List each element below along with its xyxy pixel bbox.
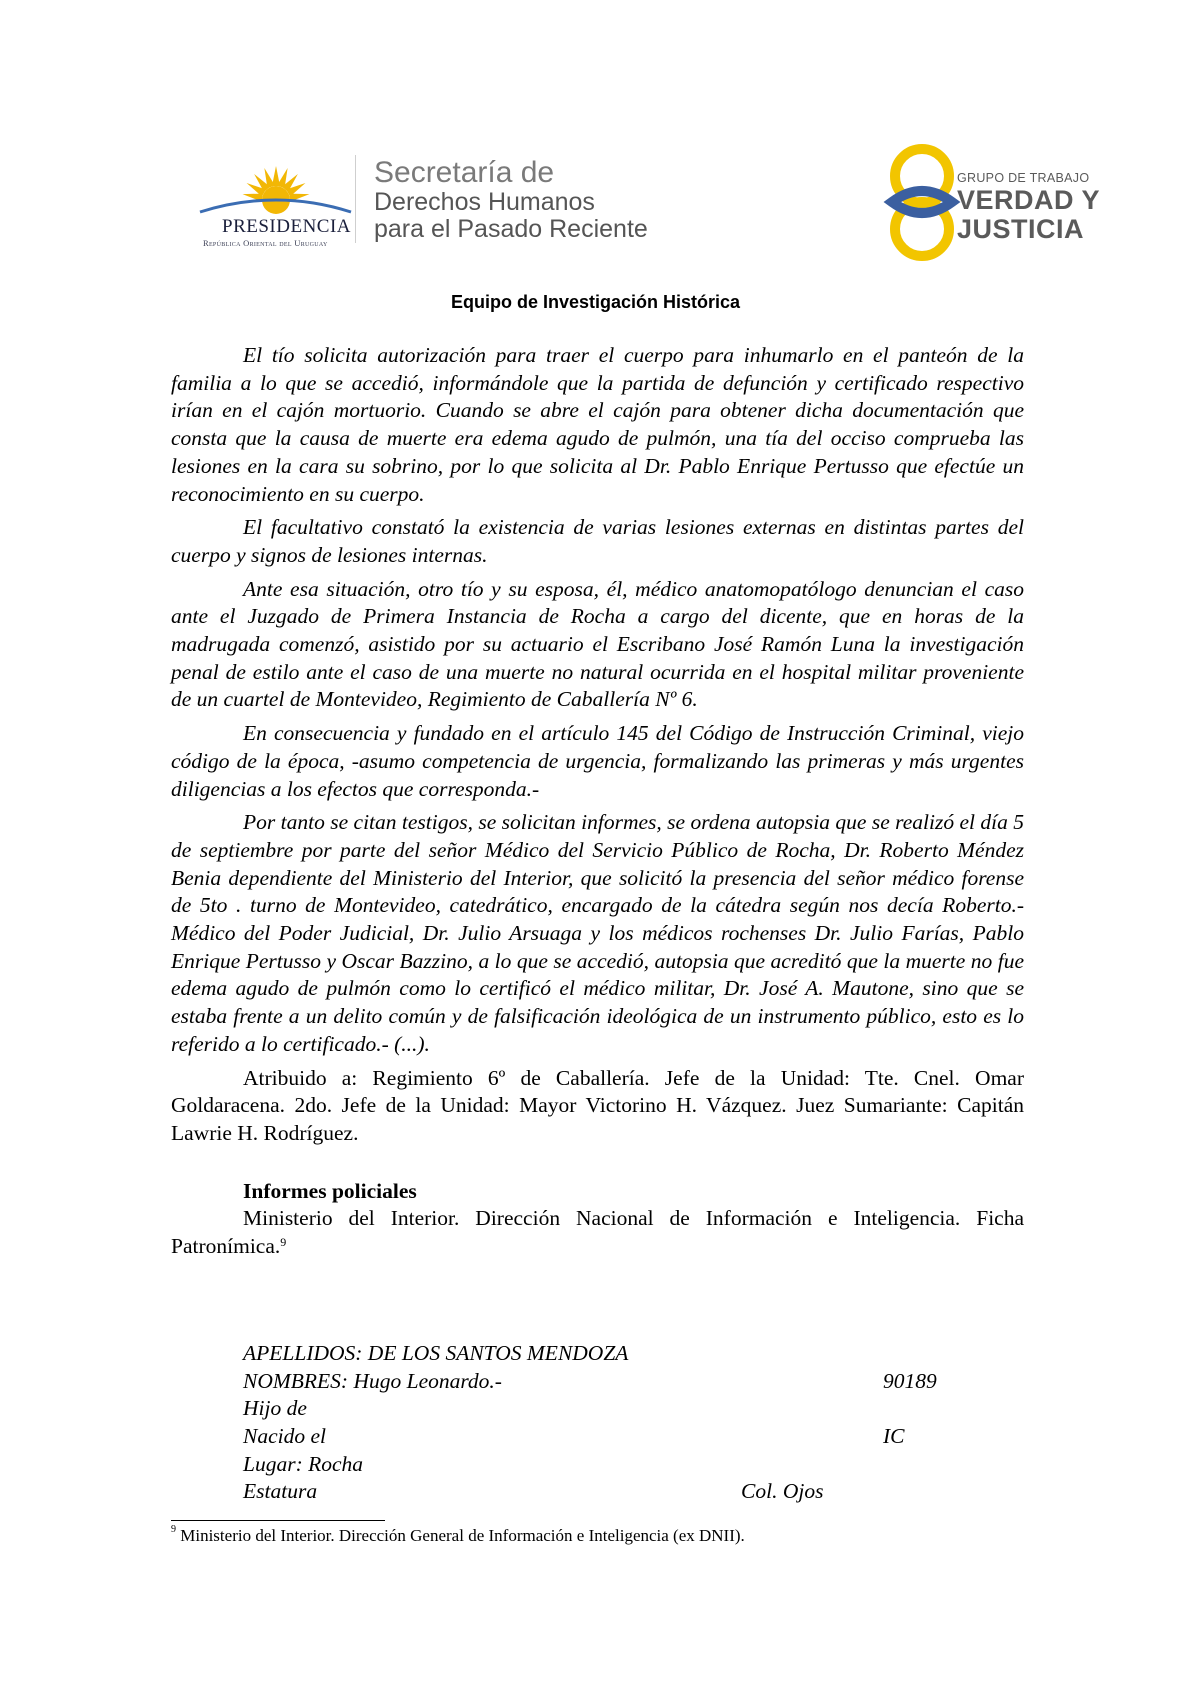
page-header bbox=[0, 0, 1191, 280]
ficha-ojos: Col. Ojos bbox=[741, 1479, 824, 1504]
ficha-number: 90189 bbox=[883, 1368, 937, 1393]
verdad-justicia-rings-logo bbox=[880, 140, 965, 265]
informes-heading: Informes policiales bbox=[243, 1178, 417, 1203]
ficha-estatura: Estatura bbox=[243, 1479, 318, 1504]
paragraph-3: Ante esa situación, otro tío y su esposa, él, médico anatomopatólogo denuncian el caso ante el Juzgado de Primera Instancia de Rocha a cargo del dicente, que en horas de la madrugada comenzó, asistido por su actuario el Escribano José Ramón Luna la investigación penal de estilo ante el caso de una muerte no natural ocurrida en el hospital militar proveniente de un cuartel de Montevideo, Regimiento de Caballería Nº 6. bbox=[171, 576, 1024, 712]
department-title: Equipo de Investigación Histórica bbox=[450, 292, 741, 312]
paragraph-1: El tío solicita autorización para traer el cuerpo para inhumarlo en el panteón de la familia a lo que se accedió, informándole que la partida de defunción y certificado respectivo irían en el cajón mortuorio. Cuando se abre el cajón para obtener dicha documentación que consta que la causa de muerte era edema agudo de pulmón, una tía del occiso comprueba las lesiones en la cara su sobrino, por lo que solicita al Dr. Pablo Enrique Pertusso que efectúe un reconocimiento en su cuerpo. bbox=[171, 343, 1024, 506]
footnote-ref: 9 bbox=[280, 1235, 287, 1250]
ficha-nacido: Nacido el bbox=[243, 1424, 326, 1449]
document-body bbox=[171, 342, 1024, 1261]
paragraph-5: Por tanto se citan testigos, se solicitan informes, se ordena autopsia que se realizó el día 5 de septiembre por parte del señor Médico del Servicio Público de Rocha, Dr. Roberto Méndez Benia dependiente del Ministerio del Interior, que solicitó la presencia del señor médico forense de 5to . turno de Montevideo, catedrático, encargado de la cátedra según nos decía Roberto.-Médico del Poder Judicial, Dr. Julio Arsuaga y los médicos rochenses Dr. Julio Farías, Pablo Enrique Pertusso y Oscar Bazzino, a lo que se accedió, autopsia que acreditó que la muerte no fue edema agudo de pulmón como lo certificó el médico militar, Dr. José A. Mautone, sino que se estaba frente a un delito común y de falsificación ideológica de un instrumento público, esto es lo referido a lo certificado.- (...). bbox=[171, 810, 1024, 1056]
informes-text-body: Ministerio del Interior. Dirección Nacional de Información e Inteligencia. Ficha Patronímica. bbox=[171, 1206, 1024, 1259]
secretaria-line-2: Derechos Humanos bbox=[374, 188, 595, 216]
header-divider bbox=[355, 155, 356, 243]
ficha-row bbox=[243, 1340, 1023, 1368]
ficha-row bbox=[243, 1423, 1023, 1451]
verdad-justicia-text bbox=[957, 172, 1100, 243]
vj-title-line-1: VERDAD Y bbox=[957, 184, 1101, 215]
secretaria-logo-text bbox=[374, 158, 648, 242]
informes-text bbox=[171, 1205, 1024, 1260]
ficha-row bbox=[243, 1368, 1023, 1396]
paragraph-2: El facultativo constató la existencia de varias lesiones externas en distintas partes del cuerpo y signos de lesiones internas. bbox=[171, 515, 1024, 567]
ficha-nombres: NOMBRES: Hugo Leonardo.- bbox=[243, 1368, 502, 1393]
presidencia-word: PRESIDENCIA bbox=[222, 216, 352, 237]
presidencia-subtitle: República Oriental del Uruguay bbox=[203, 238, 328, 248]
ficha-hijo: Hijo de bbox=[243, 1396, 307, 1421]
attribution-paragraph: Atribuido a: Regimiento 6º de Caballería. Jefe de la Unidad: Tte. Cnel. Omar Goldaracena. 2do. Jefe de la Unidad: Mayor Victorino H. Vázquez. Juez Sumariante: Capitán Lawrie H. Rodríguez. bbox=[171, 1065, 1024, 1145]
ficha-row bbox=[243, 1451, 1023, 1479]
ficha-lugar: Lugar: Rocha bbox=[243, 1451, 364, 1476]
footnote-text: Ministerio del Interior. Dirección General de Información e Inteligencia (ex DNII). bbox=[180, 1526, 745, 1545]
footnote bbox=[171, 1526, 745, 1546]
ficha-row bbox=[243, 1478, 1023, 1506]
ficha-patronimica bbox=[243, 1340, 1023, 1506]
secretaria-line-1: Secretaría de bbox=[374, 156, 555, 189]
footnote-rule bbox=[171, 1520, 385, 1521]
vj-group-label: GRUPO DE TRABAJO bbox=[957, 171, 1090, 185]
ficha-row bbox=[243, 1395, 1023, 1423]
secretaria-line-3: para el Pasado Reciente bbox=[374, 215, 648, 243]
paragraph-4: En consecuencia y fundado en el artículo 145 del Código de Instrucción Criminal, viejo código de la época, -asumo competencia de urgencia, formalizando las primeras y más urgentes diligencias a los efectos que corresponda.- bbox=[171, 721, 1024, 801]
footnote-number: 9 bbox=[171, 1524, 176, 1535]
ficha-apellidos: APELLIDOS: DE LOS SANTOS MENDOZA bbox=[243, 1341, 629, 1365]
ficha-ic: IC bbox=[883, 1424, 905, 1449]
vj-title-line-2: JUSTICIA bbox=[957, 213, 1085, 244]
